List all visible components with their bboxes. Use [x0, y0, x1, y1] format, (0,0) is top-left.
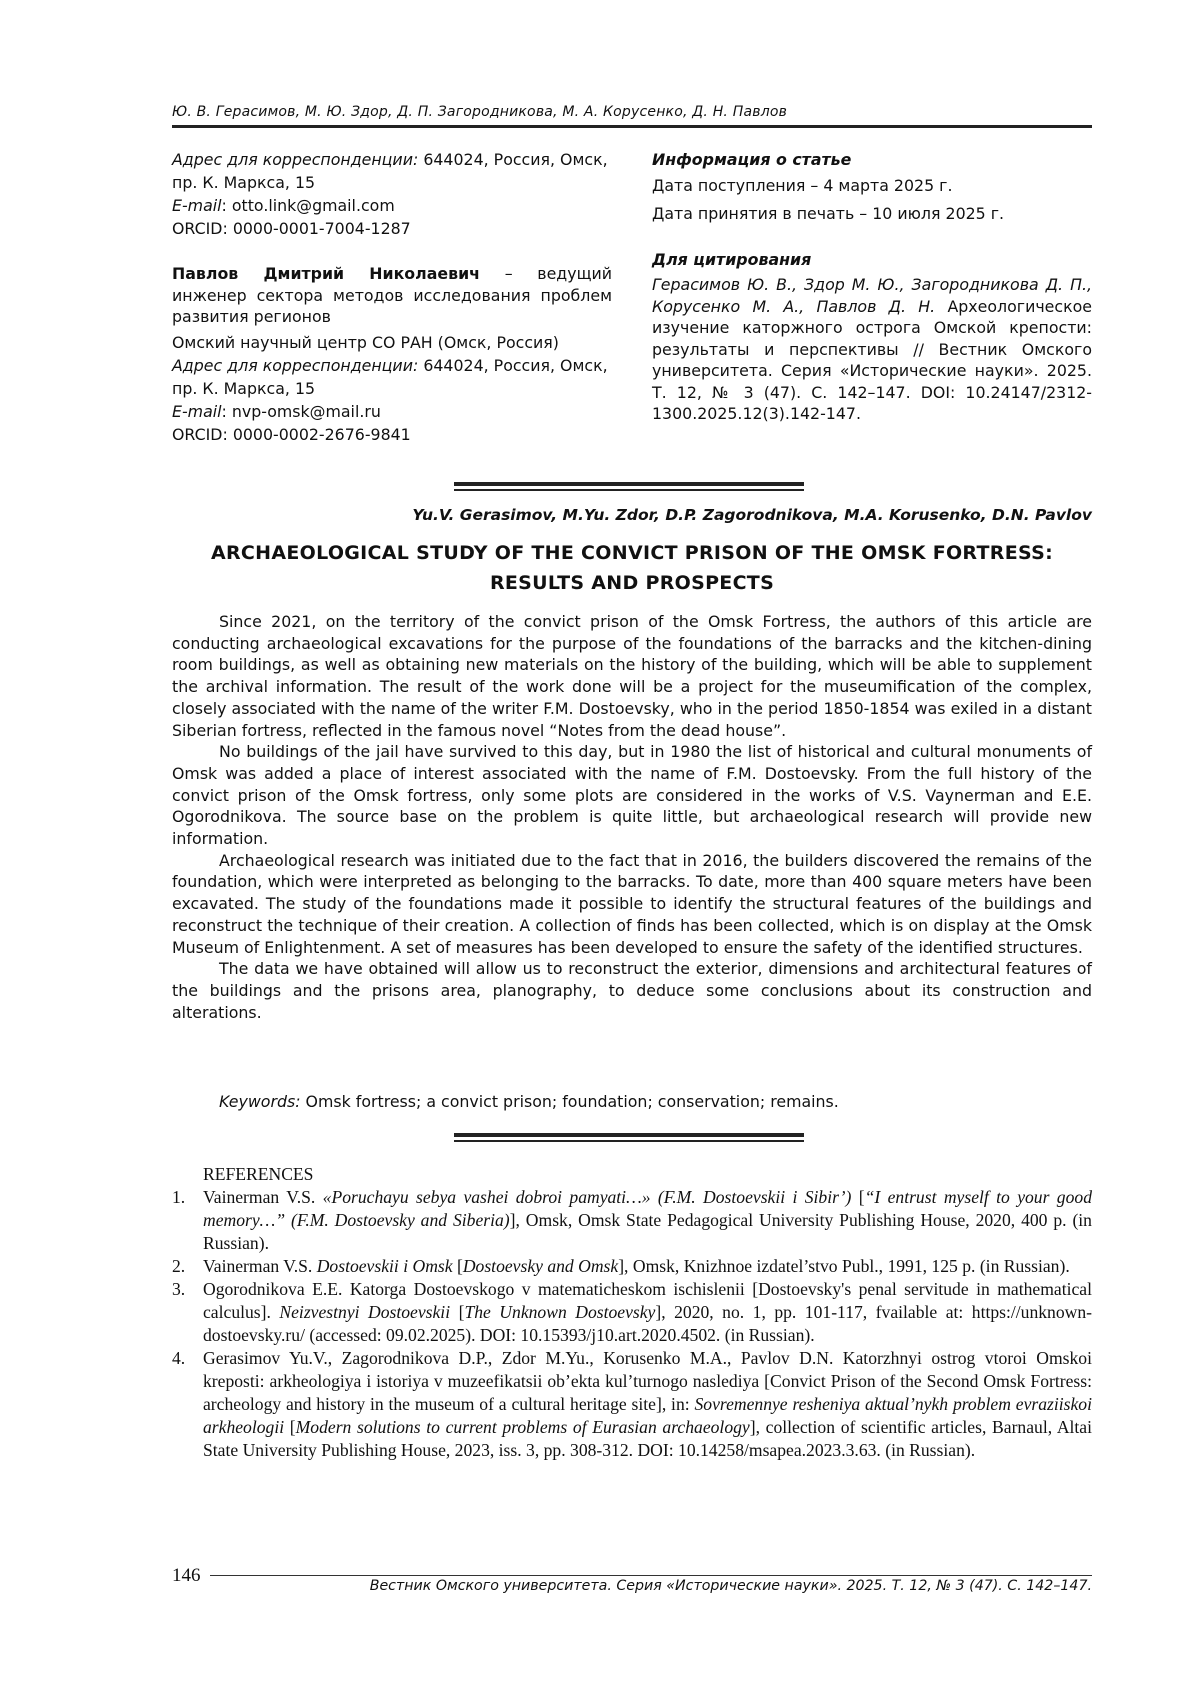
footer-rule — [210, 1575, 1092, 1576]
accepted-date: Дата принятия в печать – 10 июля 2025 г. — [652, 204, 1005, 223]
reference-number: 4. — [172, 1348, 186, 1368]
references — [172, 1163, 1092, 1462]
email-1 — [172, 194, 612, 217]
ref-part: [ — [851, 1187, 865, 1207]
ref-part: Sovremennye resheniya aktual’nykh problem evraziiskoi arkheologii — [203, 1394, 1092, 1437]
ref-part: ], collection of scientific articles, Barnaul, Altai State University Publishing House, 2023, iss. 3, pp. 308-312. DOI: 10.14258/msapea.2023.3.63. (in Russian). — [203, 1417, 1092, 1460]
title-line-1: ARCHAEOLOGICAL STUDY OF THE CONVICT PRISON OF THE OMSK FORTRESS: — [210, 542, 1053, 564]
correspondence-value: 644024, Россия, Омск, пр. К. Маркса, 15 — [172, 150, 608, 192]
cite-heading-text: Для цитирования — [652, 250, 812, 269]
page-number: 146 — [172, 1565, 201, 1586]
ref-part: [ — [450, 1302, 465, 1322]
ref-part: Dostoevsky and Omsk — [462, 1256, 619, 1276]
correspondence-label: Адрес для корреспонденции: — [172, 355, 419, 375]
abstract-paragraph: Archaeological research was initiated due to the fact that in 2016, the builders discovered the remains of the foundation, which were interpreted as belonging to the barracks. To date, more than 400 square meters have been excavated. The study of the foundations made it possible to identify the structural features of the buildings and reconstruct the technique of their creation. A collection of finds has been collected, which is on display at the Omsk Museum of Enlightenment. A set of measures has been developed to ensure the safety of the identified structures. — [172, 850, 1092, 957]
cite-heading — [652, 248, 1092, 271]
header-rule — [172, 125, 1092, 128]
author-position: – ведущий инженер сектора методов исследования проблем развития регионов — [172, 264, 612, 326]
ref-part: Vainerman V.S. — [203, 1256, 317, 1276]
references-heading: REFERENCES — [203, 1164, 314, 1184]
email-value[interactable]: : otto.link@gmail.com — [221, 196, 395, 215]
english-authors: Yu.V. Gerasimov, M.Yu. Zdor, D.P. Zagorodnikova, M.A. Korusenko, D.N. Pavlov — [412, 506, 1092, 524]
email-label: E-mail — [172, 196, 222, 215]
ref-part: Vainerman V.S. — [203, 1187, 323, 1207]
ref-part: «Poruchayu sebya vashei dobroi pamyati…» (F.M. Dostoevskii i Sibir’) — [322, 1187, 852, 1207]
abstract-paragraph: No buildings of the jail have survived to this day, but in 1980 the list of historical and cultural monuments of Omsk was added a place of interest associated with the name of F.M. Dostoevsky. From the full history of the convict prison of the Omsk fortress, only some plots are considered in the works of V.S. Vaynerman and E.E. Ogorodnikova. The source base on the problem is quite little, but archaeological research will provide new information. — [172, 742, 1092, 849]
ref-part: The Unknown Dostoevsky — [464, 1302, 656, 1322]
section-divider — [454, 482, 804, 491]
reference-list — [172, 1186, 1092, 1462]
ref-part: ], 2020, no. 1, pp. 101-117, fvailable at: https://unknown-dostoevsky.ru/ (accessed: 09.02.2025). DOI: 10.15393/j10.art.2020.4502. (in Russian). — [203, 1302, 1092, 1345]
correspondence-value: 644024, Россия, Омск, пр. К. Маркса, 15 — [172, 355, 608, 398]
orcid-2: ORCID: 0000-0002-2676-9841 — [172, 424, 411, 444]
abstract — [172, 611, 1092, 1023]
english-title — [172, 538, 1092, 598]
author-info-column — [172, 148, 612, 446]
email-2 — [172, 400, 612, 423]
abstract-paragraph: Since 2021, on the territory of the convict prison of the Omsk Fortress, the authors of this article are conducting archaeological excavations for the purpose of the foundations of the barracks and the kitchen-dining room buildings, as well as obtaining new materials on the history of the building, which will be able to supplement the archival information. The result of the work done will be a project for the museumification of the complex, closely associated with the name of the writer F.M. Dostoevsky, who in the period 1850-1854 was exiled in a distant Siberian fortress, reflected in the famous novel “Notes from the dead house”. — [172, 612, 1092, 740]
section-divider — [454, 1133, 804, 1142]
ref-part: [ — [452, 1256, 463, 1276]
correspondence-address-1 — [172, 148, 612, 194]
footer-journal: Вестник Омского университета. Серия «Исторические науки». 2025. Т. 12, № 3 (47). С. 142–147. — [369, 1578, 1092, 1594]
ref-part: “I entrust myself to your good memory…” (F.M. Dostoevsky and Siberia) — [203, 1187, 1092, 1230]
correspondence-address-2 — [172, 354, 612, 400]
citation-text: Археологическое изучение каторжного острога Омской крепости: результаты и перспективы // Вестник Омского университета. Серия «Исторические науки». 2025. Т. 12, № 3 (47). С. 142–147. DOI: 10.24147/2312-1300.2025.12(3).142-147. — [652, 296, 1092, 423]
ref-part: Dostoevskii i Omsk — [316, 1256, 453, 1276]
author-bio — [172, 263, 612, 328]
keywords-text: Omsk fortress; a convict prison; foundation; conservation; remains. — [300, 1092, 839, 1111]
ref-part: ], Omsk, Omsk State Pedagogical University Publishing House, 2020, 400 p. (in Russian). — [203, 1210, 1092, 1253]
author-name: Павлов Дмитрий Николаевич — [172, 264, 480, 283]
ref-part: Gerasimov Yu.V., Zagorodnikova D.P., Zdor M.Yu., Korusenko M.A., Pavlov D.N. Katorzhnyi ostrog vtoroi Omskoi kreposti: arkheologiya i istoriya v muzeefikatsii ob’ekta kul’turnogo naslediya [Convict Prison of the Second Omsk Fortress: archeology and history in the museum of a cultural heritage site], in: — [203, 1348, 1092, 1414]
ref-part: Modern solutions to current problems of Eurasian archaeology — [295, 1417, 750, 1437]
keywords-label: Keywords: — [219, 1092, 301, 1111]
email-label: E-mail — [172, 401, 222, 421]
citation-authors: Герасимов Ю. В., Здор М. Ю., Загородникова Д. П., Корусенко М. А., Павлов Д. Н. — [652, 275, 1092, 316]
reference-item — [172, 1255, 1092, 1278]
reference-number: 1. — [172, 1187, 186, 1207]
correspondence-label: Адрес для корреспонденции: — [172, 150, 419, 169]
reference-number: 3. — [172, 1279, 186, 1299]
ref-part: Ogorodnikova E.E. Katorga Dostoevskogo v matematicheskom ischislenii [Dostoevsky's penal servitude in mathematical calculus]. — [203, 1279, 1092, 1322]
reference-item — [172, 1186, 1092, 1255]
email-value[interactable]: : nvp-omsk@mail.ru — [221, 401, 381, 421]
reference-number: 2. — [172, 1256, 186, 1276]
running-header: Ю. В. Герасимов, М. Ю. Здор, Д. П. Загородникова, М. А. Корусенко, Д. Н. Павлов — [172, 104, 788, 120]
orcid-1: ORCID: 0000-0001-7004-1287 — [172, 219, 411, 238]
info-heading-text: Информация о статье — [652, 150, 852, 169]
citation — [652, 274, 1092, 425]
article-info-column — [652, 148, 1092, 425]
reference-item — [172, 1278, 1092, 1347]
received-date: Дата поступления – 4 марта 2025 г. — [652, 176, 953, 195]
ref-part: [ — [284, 1417, 296, 1437]
keywords — [219, 1092, 1099, 1111]
ref-part: Neizvestnyi Dostoevskii — [279, 1302, 451, 1322]
title-line-2: RESULTS AND PROSPECTS — [489, 572, 775, 594]
affiliation: Омский научный центр СО РАН (Омск, Россия) — [172, 332, 559, 352]
ref-part: ], Omsk, Knizhnoe izdatel’stvo Publ., 1991, 125 p. (in Russian). — [618, 1256, 1070, 1276]
info-heading — [652, 148, 1092, 171]
reference-item — [172, 1347, 1092, 1462]
abstract-paragraph: The data we have obtained will allow us to reconstruct the exterior, dimensions and architectural features of the buildings and the prisons area, planography, to deduce some conclusions about its construction and alterations. — [172, 959, 1092, 1022]
